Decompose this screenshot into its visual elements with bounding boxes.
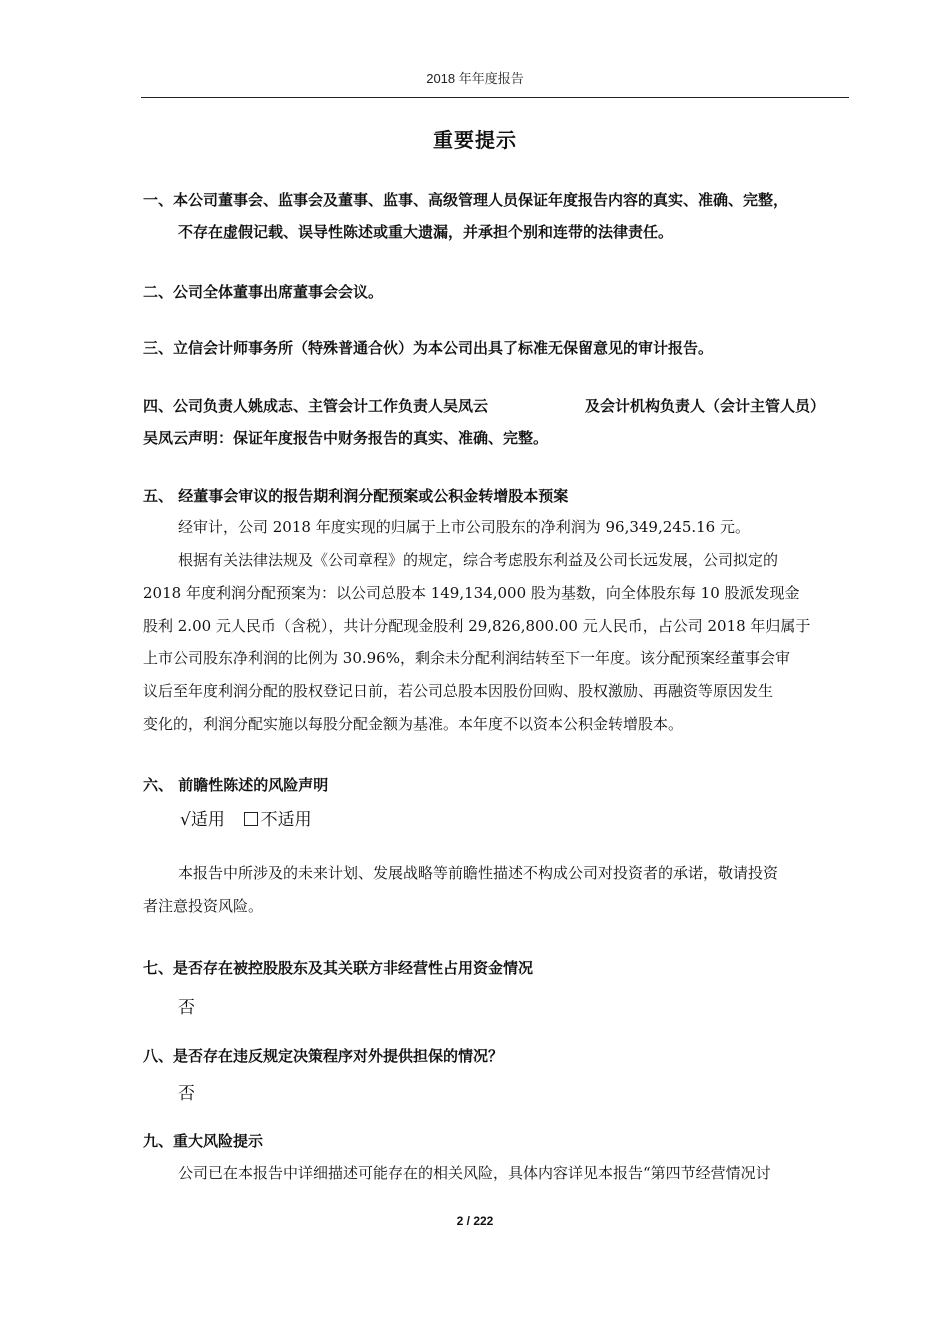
section-5-paragraph-2-line: 股利 2.00 元人民币（含税），共计分配现金股利 29,826,800.00 元人民币，占公司 2018 年归属于: [143, 617, 811, 635]
section-9-heading: 九、重大风险提示: [143, 1132, 264, 1150]
section-4-part-2: 及会计机构负责人（会计主管人员）: [585, 397, 826, 415]
section-6-paragraph-line: 者注意投资风险。: [143, 897, 264, 915]
section-5-paragraph-1: 经审计，公司 2018 年度实现的归属于上市公司股东的净利润为 96,349,245.16 元。: [178, 518, 750, 536]
page-title: 重要提示: [433, 128, 517, 152]
section-8-heading: 八、是否存在违反规定决策程序对外提供担保的情况？: [143, 1047, 504, 1065]
option-applicable: √适用: [180, 810, 225, 830]
section-5-paragraph-2-line: 议后至年度利润分配的股权登记日前，若公司总股本因股份回购、股权激励、再融资等原因发生: [143, 682, 774, 700]
section-7-heading: 七、是否存在被控股股东及其关联方非经营性占用资金情况: [143, 959, 534, 977]
section-5-paragraph-2-line: 根据有关法律法规及《公司章程》的规定，综合考虑股东利益及公司长远发展，公司拟定的: [178, 551, 779, 569]
section-8-answer: 否: [178, 1084, 195, 1104]
empty-checkbox-icon: [244, 812, 258, 826]
section-5-paragraph-2-line: 上市公司股东净利润的比例为 30.96%，剩余未分配利润结转至下一年度。该分配预案经董事会审: [143, 649, 790, 667]
section-1-line-1: 一、本公司董事会、监事会及董事、监事、高级管理人员保证年度报告内容的真实、准确、完整，: [143, 191, 789, 209]
running-header: 2018 年年度报告: [426, 71, 524, 86]
section-1-line-2: 不存在虚假记载、误导性陈述或重大遗漏，并承担个别和连带的法律责任。: [178, 223, 674, 241]
section-9-paragraph: 公司已在本报告中详细描述可能存在的相关风险，具体内容详见本报告“第四节经营情况讨: [178, 1164, 771, 1182]
section-2: 二、公司全体董事出席董事会会议。: [143, 283, 384, 301]
section-4-line-2: 吴凤云声明：保证年度报告中财务报告的真实、准确、完整。: [143, 429, 549, 447]
applicability-options: [180, 805, 312, 830]
section-4-part-1: 四、公司负责人姚成志、主管会计工作负责人吴凤云: [143, 397, 489, 415]
header-divider: [141, 97, 849, 98]
option-not-applicable: 不适用: [260, 810, 312, 830]
section-5-heading: 五、 经董事会审议的报告期利润分配预案或公积金转增股本预案: [143, 487, 569, 505]
section-3: 三、立信会计师事务所（特殊普通合伙）为本公司出具了标准无保留意见的审计报告。: [143, 339, 714, 357]
page-number: 2 / 222: [456, 1214, 494, 1228]
section-5-paragraph-2-line: 变化的，利润分配实施以每股分配金额为基准。本年度不以资本公积金转增股本。: [143, 715, 684, 733]
section-6-heading: 六、 前瞻性陈述的风险声明: [143, 776, 329, 794]
section-7-answer: 否: [178, 998, 195, 1018]
section-5-paragraph-2-line: 2018 年度利润分配预案为：以公司总股本 149,134,000 股为基数，向全体股东每 10 股派发现金: [143, 584, 800, 602]
section-6-paragraph-line: 本报告中所涉及的未来计划、发展战略等前瞻性描述不构成公司对投资者的承诺，敬请投资: [178, 864, 779, 882]
